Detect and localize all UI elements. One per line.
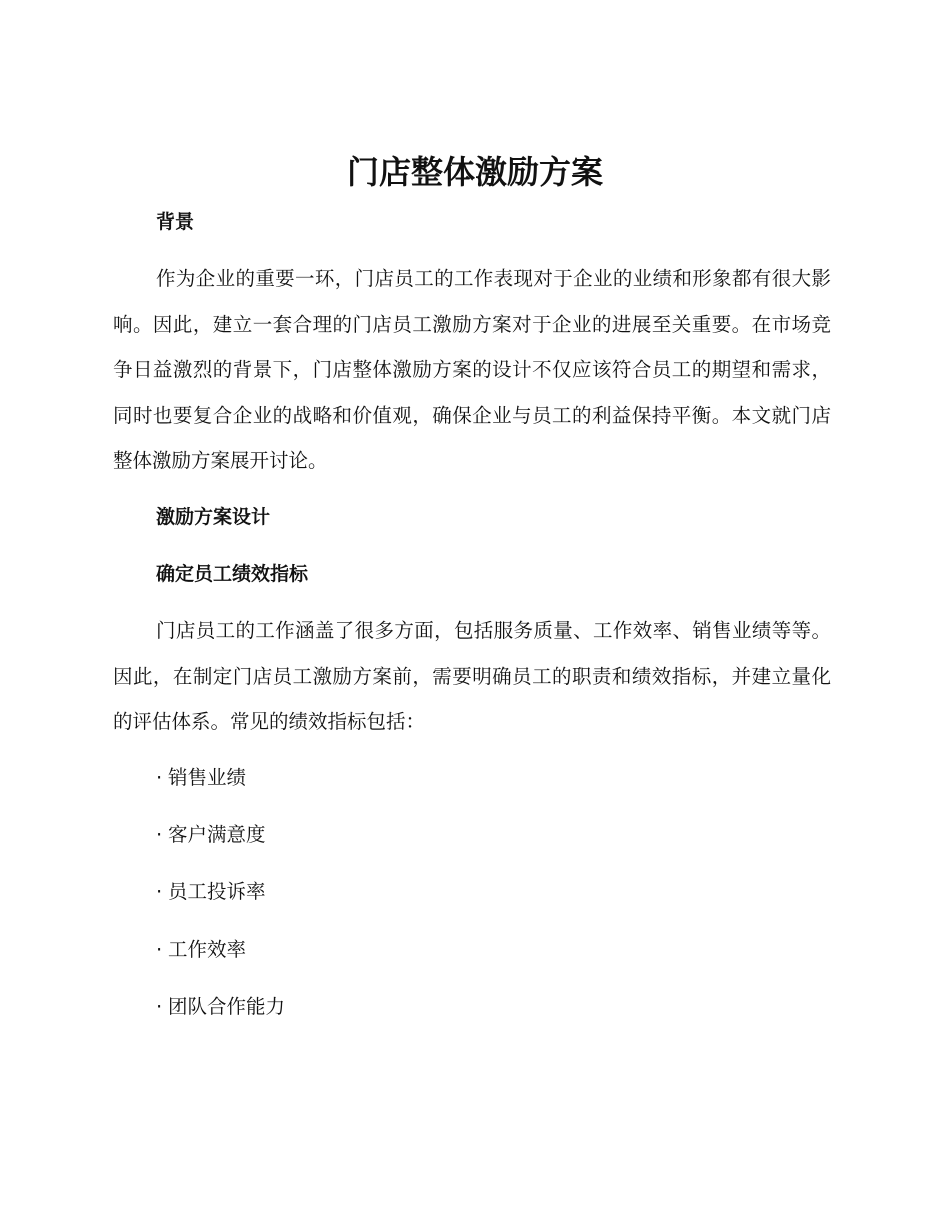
list-item-text: 工作效率 [168,938,247,961]
bullet-marker: · [156,938,163,961]
bullet-marker: · [156,823,163,846]
bullet-marker: · [156,995,163,1018]
kpi-heading: 确定员工绩效指标 [156,563,309,585]
document-title: 门店整体激励方案 [346,153,603,191]
bullet-marker: · [156,766,163,789]
list-item-text: 员工投诉率 [168,880,266,903]
background-paragraph: 作为企业的重要一环，门店员工的工作表现对于企业的业绩和形象都有很大影响。因此，建立一套合理的门店员工激励方案对于企业的进展至关重要。在市场竞争日益激烈的背景下，门店整体激励方案的设计不仅应该符合员工的期望和需求，同时也要复合企业的战略和价值观，确保企业与员工的利益保持平衡。本文就门店整体激励方案展开讨论。 [113,267,831,472]
list-item [156,764,246,792]
list-item-text: 客户满意度 [168,823,266,846]
list-item [156,878,266,906]
list-item [156,993,285,1021]
kpi-paragraph: 门店员工的工作涵盖了很多方面，包括服务质量、工作效率、销售业绩等等。因此，在制定门店员工激励方案前，需要明确员工的职责和绩效指标，并建立量化的评估体系。常见的绩效指标包括： [113,619,831,733]
bullet-marker: · [156,880,163,903]
list-item-text: 销售业绩 [168,766,247,789]
list-item [156,936,246,964]
background-heading: 背景 [156,211,195,233]
list-item-text: 团队合作能力 [168,995,286,1018]
list-item [156,821,266,849]
design-heading: 激励方案设计 [156,506,271,528]
